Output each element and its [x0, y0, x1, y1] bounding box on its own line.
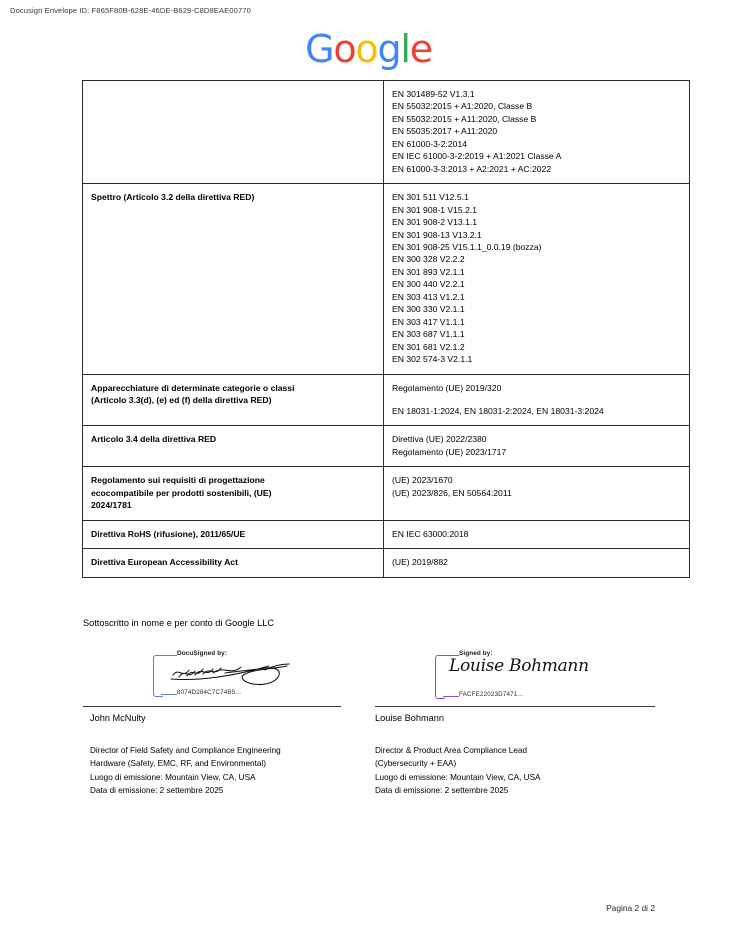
label-line: Apparecchiature di determinate categorie o classi [91, 382, 295, 393]
row-value-cell [384, 426, 690, 467]
docusign-signed-by-caption: Signed by: [459, 650, 493, 657]
docusign-signed-by-caption: DocuSigned by: [177, 650, 228, 657]
table-row [83, 81, 690, 184]
row-label-cell [83, 184, 384, 374]
value-line: EN 300 328 V2.2.2 [392, 254, 465, 265]
value-line: EN 300 440 V2.2.1 [392, 279, 465, 290]
value-line: Direttiva (UE) 2022/2380 [392, 434, 487, 445]
value-line: EN 55032:2015 + A1:2020, Classe B [392, 101, 533, 112]
row-label-cell [83, 81, 384, 184]
signer-name-left: John McNulty [90, 713, 146, 723]
signer-detail-line: Hardware (Safety, EMC, RF, and Environmental) [90, 759, 266, 769]
row-value-cell [384, 467, 690, 520]
value-line: EN 303 687 V1.1.1 [392, 329, 465, 340]
value-line: EN IEC 61000-3-2:2019 + A1:2021 Classe A [392, 151, 562, 162]
value-line: EN IEC 63000:2018 [392, 528, 469, 539]
logo-letter-g2: g [377, 27, 401, 71]
value-line: EN 61000-3-2:2014 [392, 138, 468, 149]
label-line: 2024/1781 [91, 500, 132, 511]
compliance-standards-table [82, 80, 690, 578]
signature-line-left [83, 706, 341, 707]
table-body [83, 81, 690, 578]
row-label-cell [83, 467, 384, 520]
logo-letter-l: l [400, 27, 410, 71]
value-line: EN 301 893 V2.1.1 [392, 266, 465, 277]
row-value-cell [384, 520, 690, 548]
table-row [83, 426, 690, 467]
value-line: Regolamento (UE) 2023/1717 [392, 446, 507, 457]
row-value-cell [384, 184, 690, 374]
signer-detail-line: Luogo di emissione: Mountain View, CA, USA [375, 772, 541, 782]
docusign-stamp-right [435, 650, 620, 702]
label-line: Articolo 3.4 della direttiva RED [91, 434, 217, 445]
value-line: EN 55035:2017 + A11:2020 [392, 126, 498, 137]
signer-details-right [375, 744, 655, 797]
value-line-spacer [392, 394, 681, 405]
signer-detail-line: Data di emissione: 2 settembre 2025 [90, 785, 224, 795]
table-row [83, 374, 690, 426]
label-line: Direttiva European Accessibility Act [91, 557, 238, 568]
label-line: Regolamento sui requisiti di progettazione [91, 475, 265, 486]
label-line: ecocompatibile per prodotti sostenibili, (UE) [91, 487, 272, 498]
docusign-bracket-top-icon [161, 655, 177, 656]
value-line: EN 301 511 V12.5.1 [392, 192, 469, 203]
value-line: EN 301 681 V2.1.2 [392, 341, 465, 352]
docusign-signature-hash: 8074D284C7C74B5... [177, 689, 242, 696]
signature-block-left [83, 650, 353, 702]
value-line: EN 61000-3-3:2013 + A2:2021 + AC:2022 [392, 163, 552, 174]
logo-letter-o2: o [355, 27, 378, 71]
signer-detail-line: (Cybersecurity + EAA) [375, 759, 457, 769]
value-line: Regolamento (UE) 2019/320 [392, 382, 502, 393]
docusign-bracket-icon [435, 655, 445, 699]
signer-detail-line: Director of Field Safety and Compliance Engineering [90, 746, 281, 755]
row-value-cell [384, 81, 690, 184]
value-line: EN 302 574-3 V2.1.1 [392, 354, 473, 365]
value-line: EN 301 908-13 V13.2.1 [392, 229, 482, 240]
signer-name-right: Louise Bohmann [375, 713, 444, 723]
docusign-envelope-id: Docusign Envelope ID: F865F80B-628E-46DE-B629-C8D8EAE00770 [10, 6, 251, 15]
table-row [83, 467, 690, 520]
value-line: EN 301 908-25 V15.1.1_0.0.19 (bozza) [392, 241, 542, 252]
handwritten-signature-text: Louise Bohmann [449, 656, 589, 676]
signer-detail-line: Luogo di emissione: Mountain View, CA, USA [90, 772, 256, 782]
table-row [83, 184, 690, 374]
row-label-cell [83, 374, 384, 426]
logo-letter-o1: o [333, 27, 356, 71]
signature-line-right [375, 706, 655, 707]
value-line: EN 301489-52 V1.3.1 [392, 89, 475, 99]
value-line: EN 55032:2015 + A11:2020, Classe B [392, 113, 537, 124]
value-line: (UE) 2019/882 [392, 557, 448, 568]
row-label-cell [83, 426, 384, 467]
value-line: EN 301 908-1 V15.2.1 [392, 204, 478, 215]
row-value-cell [384, 374, 690, 426]
signature-intro-text: Sottoscritto in nome e per conto di Google LLC [83, 618, 275, 628]
page-number-footer: Pagina 2 di 2 [606, 903, 655, 913]
value-line: EN 301 908-2 V13.1.1 [392, 217, 478, 228]
handwritten-signature-icon [169, 657, 319, 691]
row-value-cell [384, 549, 690, 577]
label-line: Direttiva RoHS (rifusione), 2011/65/UE [91, 528, 246, 539]
logo-letter-e: e [409, 27, 432, 71]
logo-letter-g1: G [305, 27, 334, 71]
table-row [83, 520, 690, 548]
value-line: EN 303 417 V1.1.1 [392, 316, 465, 327]
google-logo-wordmark [305, 27, 432, 71]
value-line: EN 300 330 V2.1.1 [392, 304, 465, 315]
docusign-signature-hash: FACFE22023D7471... [459, 691, 524, 698]
value-line: EN 18031-1:2024, EN 18031-2:2024, EN 18031-3:2024 [392, 405, 604, 416]
signer-detail-line: Data di emissione: 2 settembre 2025 [375, 785, 509, 795]
signer-detail-line: Director & Product Area Compliance Lead [375, 746, 527, 755]
value-line: (UE) 2023/1670 [392, 475, 453, 486]
table-row [83, 549, 690, 577]
row-label-cell [83, 520, 384, 548]
value-line: (UE) 2023/826, EN 50564:2011 [392, 487, 512, 498]
google-logo [0, 27, 737, 71]
docusign-bracket-bottom-icon [161, 694, 177, 695]
docusign-bracket-bottom-icon [443, 696, 459, 697]
row-label-cell [83, 549, 384, 577]
label-line: Spettro (Articolo 3.2 della direttiva RED) [91, 192, 255, 203]
docusign-bracket-icon [153, 655, 163, 697]
signer-details-left [90, 744, 370, 797]
label-line: (Articolo 3.3(d), (e) ed (f) della direttiva RED) [91, 394, 272, 405]
signature-block-right [375, 650, 645, 702]
docusign-stamp-left [153, 650, 338, 702]
value-line: EN 303 413 V1.2.1 [392, 291, 465, 302]
